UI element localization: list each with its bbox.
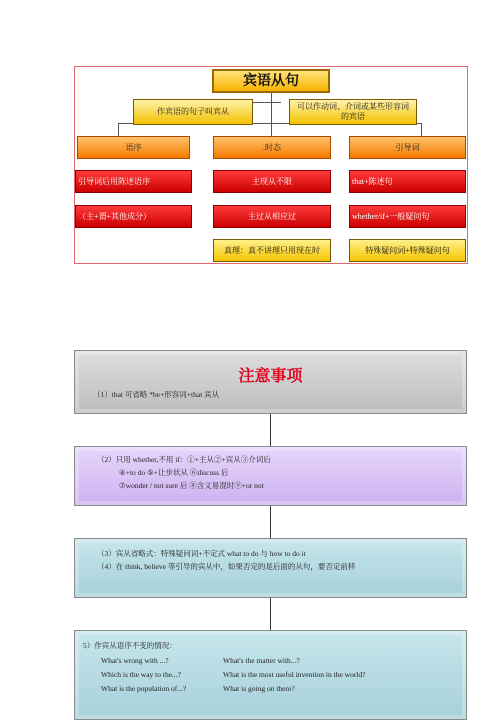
- note-2-line3: ⑦wonder / not sure 后 ⑧含义易混时⑨+or not: [119, 481, 264, 490]
- connector-line: [271, 123, 272, 136]
- concept-diagram: [74, 66, 468, 264]
- connector-line: [270, 506, 271, 538]
- definition-box: 作宾语的句子叫宾从: [133, 99, 253, 125]
- note-2-line1: （2）只用 whether,不用 if：①+主从②+宾从③介词后: [97, 455, 271, 464]
- connector-line: [421, 123, 422, 136]
- note-5-heading: 5）作宾从语序不变的情况：: [83, 641, 177, 650]
- word-order-header: 语序: [77, 136, 190, 159]
- tense-rule-truth: 真理：真不讲理只用现在时: [213, 239, 331, 262]
- notes-panel-1: [74, 350, 467, 414]
- notes-panel-2: [74, 446, 467, 506]
- example-question: What's the matter with...?: [223, 656, 300, 665]
- tense-rule-present: 主现从不限: [213, 170, 331, 193]
- note-1: （1）that 可省略 *be+形容词+that 宾从: [93, 390, 220, 399]
- connector-line: [270, 598, 271, 630]
- connector-line: [270, 414, 271, 446]
- note-3: （3）宾从省略式：特殊疑问词+不定式 what to do 与 how to do it: [97, 549, 306, 558]
- example-question: What is the most useful invention in the world?: [223, 670, 366, 679]
- connector-that: that+陈述句: [349, 170, 466, 193]
- connector-wh-word: 特殊疑问词+特殊疑问句: [349, 239, 466, 262]
- notes-panel-3: [74, 538, 467, 598]
- connector-header: 引导词: [349, 136, 466, 159]
- notes-title: 注意事项: [238, 366, 303, 385]
- word-order-rule: 引导词后用陈述语序: [75, 170, 192, 193]
- diagram-title: 宾语从句: [212, 69, 330, 93]
- tense-header: .时态: [213, 136, 331, 159]
- tense-rule-past: 主过从相应过: [213, 205, 331, 228]
- connector-whether-if: whether/if+一般疑问句: [349, 205, 466, 228]
- connector-line: [118, 123, 119, 136]
- example-question: What's wrong with ...?: [101, 656, 169, 665]
- example-question: What is the population of...?: [101, 684, 187, 693]
- example-question: What is going on there?: [223, 684, 295, 693]
- example-question: Which is the way to the...?: [101, 670, 181, 679]
- note-2-line2: ④+to do ⑤+让步状从 ⑥discuss 后: [119, 468, 229, 477]
- function-box: 可以作动词、介词或某些形容词的宾语: [289, 99, 417, 125]
- note-4: （4）在 think, believe 等引导的宾从中，如果否定的是后面的从句，要否定前移: [97, 562, 356, 571]
- word-order-structure: （主+谓+其他成分）: [75, 205, 192, 228]
- notes-section: [74, 348, 468, 707]
